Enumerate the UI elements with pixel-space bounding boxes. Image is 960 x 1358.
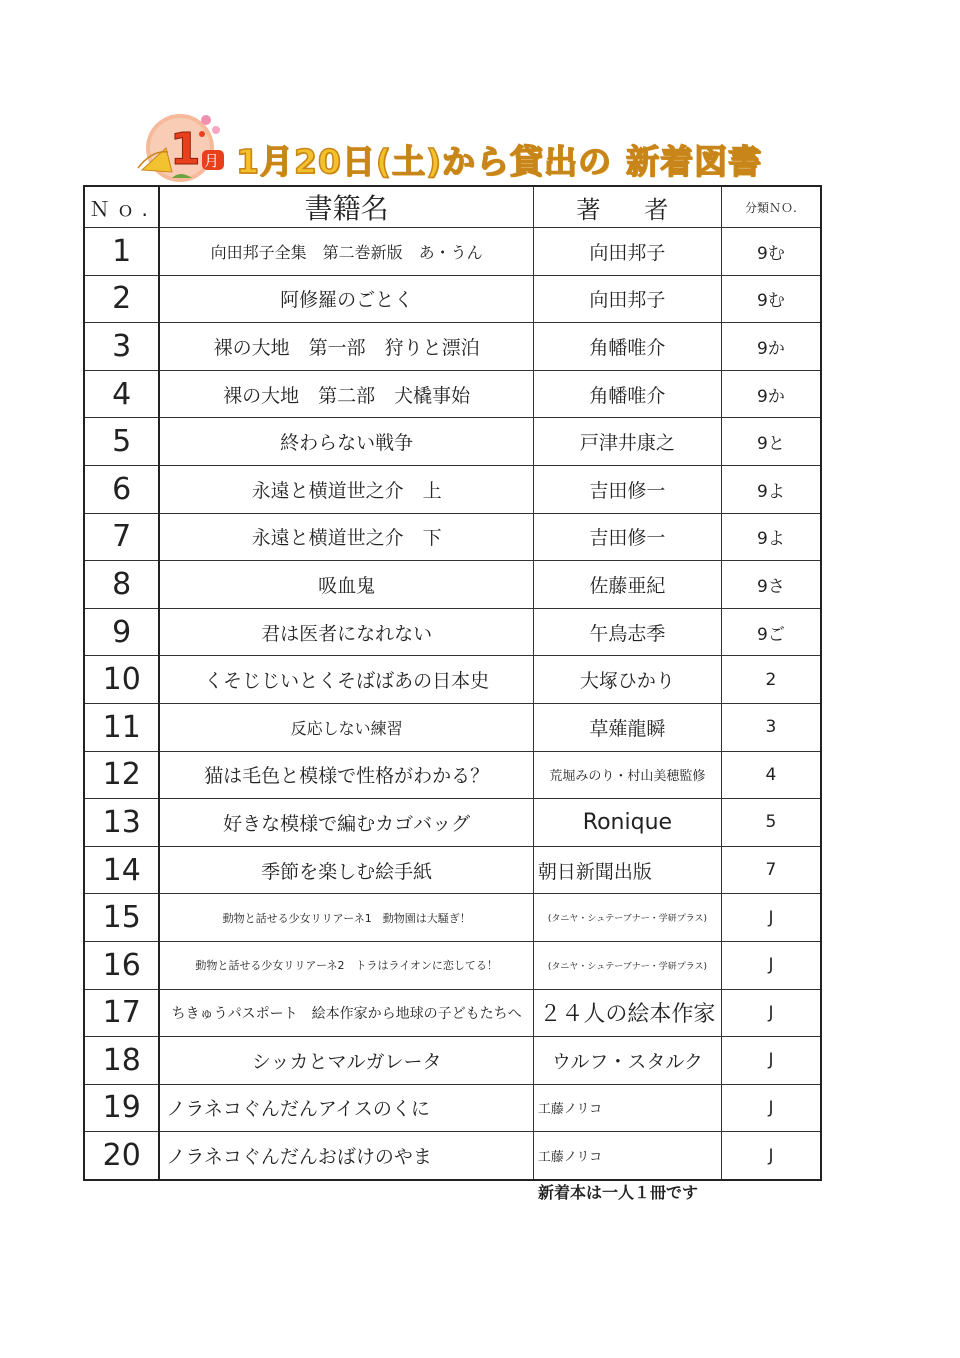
row-title: 動物と話せる少女リリアーネ2 トラはライオンに恋してる！ [159,941,533,989]
row-class: 9む [721,228,821,276]
row-author: 朝日新聞出版 [533,846,721,894]
row-title: 裸の大地 第二部 犬橇事始 [159,370,533,418]
row-title: 動物と話せる少女リリアーネ1 動物園は大騒ぎ！ [159,894,533,942]
emblem-month-number: 1 [170,124,201,175]
row-author: 佐藤亜紀 [533,561,721,609]
row-author: 荒堀みのり・村山美穂監修 [533,751,721,799]
page-header [132,108,772,188]
row-title: ちきゅうパスポート 絵本作家から地球の子どもたちへ [159,989,533,1037]
row-title: 裸の大地 第一部 狩りと漂泊 [159,323,533,371]
row-author: 向田邦子 [533,228,721,276]
row-author: 角幡唯介 [533,323,721,371]
table-row [84,751,821,799]
table-row [84,418,821,466]
row-no: 9 [84,608,159,656]
table-row [84,941,821,989]
row-class: J [721,894,821,942]
table-header-row [84,186,821,228]
table-row [84,608,821,656]
table-row [84,513,821,561]
footer-note: 新着本は一人１冊です [538,1183,699,1202]
row-author: 工藤ノリコ [533,1084,721,1132]
table-row [84,323,821,371]
row-title: 吸血鬼 [159,561,533,609]
row-no: 18 [84,1037,159,1085]
row-title: 君は医者になれない [159,608,533,656]
header-title: 書籍名 [159,186,533,228]
row-class: 7 [721,846,821,894]
row-class: 9よ [721,513,821,561]
row-class: 5 [721,799,821,847]
row-title: くそじじいとくそばばあの日本史 [159,656,533,704]
row-no: 13 [84,799,159,847]
row-author: 角幡唯介 [533,370,721,418]
header-author: 著 者 [533,186,721,228]
row-author: Ronique [533,799,721,847]
row-class: 4 [721,751,821,799]
row-title: 季節を楽しむ絵手紙 [159,846,533,894]
row-title: シッカとマルガレータ [159,1037,533,1085]
row-title: ノラネコぐんだんおばけのやま [159,1132,533,1180]
title-accent: 新着図書 [626,142,763,181]
row-no: 10 [84,656,159,704]
row-class: 9よ [721,465,821,513]
row-class: 9む [721,275,821,323]
row-title: 好きな模様で編むカゴバッグ [159,799,533,847]
row-no: 7 [84,513,159,561]
row-no: 4 [84,370,159,418]
row-class: 9さ [721,561,821,609]
row-no: 1 [84,228,159,276]
table-row [84,846,821,894]
row-no: 5 [84,418,159,466]
row-class: 9と [721,418,821,466]
row-title: 永遠と横道世之介 上 [159,465,533,513]
row-author: 吉田修一 [533,513,721,561]
row-no: 19 [84,1084,159,1132]
row-title: 猫は毛色と模様で性格がわかる？ [159,751,533,799]
row-author: ウルフ・スタルク [533,1037,721,1085]
row-no: 6 [84,465,159,513]
row-author: 吉田修一 [533,465,721,513]
row-no: 17 [84,989,159,1037]
row-class: 9か [721,370,821,418]
row-class: 3 [721,703,821,751]
row-no: 16 [84,941,159,989]
table-row [84,1037,821,1085]
row-class: J [721,1037,821,1085]
page-title [236,136,762,183]
row-author: (タニヤ・シュテーブナー・学研プラス) [533,941,721,989]
new-books-table [83,185,822,1181]
row-author: 午鳥志季 [533,608,721,656]
new-year-fan-emblem-icon [132,108,232,188]
table-row [84,561,821,609]
row-class: 9か [721,323,821,371]
row-no: 2 [84,275,159,323]
title-main: 1月20日(土)から貸出の [236,142,613,181]
table-row [84,989,821,1037]
row-no: 3 [84,323,159,371]
row-title: 終わらない戦争 [159,418,533,466]
table-row [84,1132,821,1180]
row-no: 12 [84,751,159,799]
row-class: J [721,941,821,989]
row-author: 向田邦子 [533,275,721,323]
row-title: 阿修羅のごとく [159,275,533,323]
row-no: 14 [84,846,159,894]
row-class: 9ご [721,608,821,656]
row-author: 工藤ノリコ [533,1132,721,1180]
row-class: J [721,989,821,1037]
table-row [84,1084,821,1132]
row-author: 草薙龍瞬 [533,703,721,751]
row-class: 2 [721,656,821,704]
row-author: 戸津井康之 [533,418,721,466]
row-title: 永遠と横道世之介 下 [159,513,533,561]
emblem-month-unit: 月 [204,152,220,170]
table-row [84,799,821,847]
table-row [84,703,821,751]
row-no: 11 [84,703,159,751]
row-title: ノラネコぐんだんアイスのくに [159,1084,533,1132]
row-author: 大塚ひかり [533,656,721,704]
table-row [84,228,821,276]
row-class: J [721,1084,821,1132]
table-row [84,656,821,704]
row-class: J [721,1132,821,1180]
row-author: ２４人の絵本作家 [533,989,721,1037]
row-author: (タニヤ・シュテーブナー・学研プラス) [533,894,721,942]
header-no: Ｎｏ. [84,186,159,228]
row-no: 8 [84,561,159,609]
table-row [84,894,821,942]
table-row [84,370,821,418]
row-title: 向田邦子全集 第二巻新版 あ・うん [159,228,533,276]
row-title: 反応しない練習 [159,703,533,751]
row-no: 20 [84,1132,159,1180]
header-class: 分類ＮＯ. [721,186,821,228]
table-row [84,465,821,513]
row-no: 15 [84,894,159,942]
table-row [84,275,821,323]
